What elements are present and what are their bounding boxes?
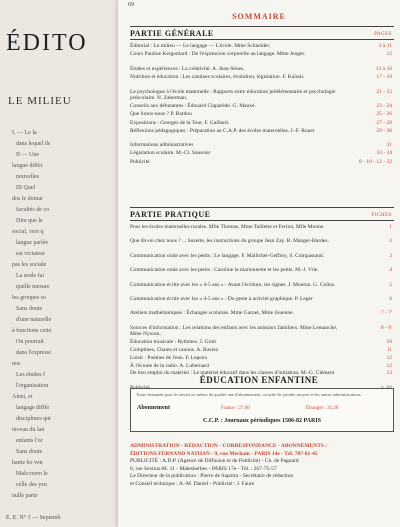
admin-block [130,443,394,488]
toc-entry-title: Ateliers mathématiques : Échanges scolaires. Mme Garnet, Mme Jouenne. [130,310,294,317]
bg-page-heading: LE MILIEU [8,95,72,107]
toc-entry [130,347,394,354]
bg-text-fragment: hante bo ven [12,460,43,466]
toc-entry-page: 4 [389,267,392,274]
fiches-column-label: FICHES [371,213,392,218]
toc-entry-page: 3 à 11 [378,43,392,49]
bg-text-fragment: Sans doute [16,449,43,455]
ccp-line: C.C.P. : Journaux périodiques 1506-82 PARIS [202,418,321,424]
admin-line: Le Directeur de la publication : Pierre de Saporta - Secrétaire de rédaction [130,473,294,479]
bg-text-fragment: I. — Le la [12,130,37,136]
admin-line: 6, rue Sextius-M. 11 - Malesherbes - PARIS 17e - Tél. : 267-75-57 [130,465,277,472]
bg-text-fragment: On pourrait [16,339,44,345]
price-france: France : 27,00 [221,406,250,411]
bg-text-fragment: langue parlée [16,240,49,246]
subscription-note: Toute demande pour le travail ou même de qualité une d'abonnement, ou utile de joindre un prix et les autres administrations. [136,392,362,397]
bg-text-fragment: est viciateur [16,251,46,257]
toc-entry-page: 25 - 26 [376,111,392,118]
bg-text-fragment: dans l'expressi [16,350,51,356]
bg-text-fragment: Les études f [16,372,45,378]
admin-line: ÉDITIONS FERNAND NATHAN - 9, rue Méchain - PARIS 14e - Tél. 707-81-45 [130,450,318,457]
toc-entry-title: Informations administratives [130,142,194,149]
bg-text-fragment: social, vers q [12,229,44,235]
toc-entry-page: 33 - 34 [376,150,392,157]
toc-entry-title: Comptines, Chants et canons. A. Raviez [130,347,219,353]
bg-text-fragment: les groupes so [12,295,46,301]
toc-entry [130,310,394,317]
bg-text-fragment: disciplines qui [16,416,51,422]
section-title-pratique: PARTIE PRATIQUE [130,210,211,219]
bg-text-fragment: enfants l'or [16,438,43,444]
toc-entry-title: Que dit-on chez nous ? ... Suzette, les instructions du groupe Jean Zay. R. Manger-Hardes. [130,238,329,245]
toc-entry-page: 17 - 18 [376,73,392,80]
toc-entry [130,296,394,303]
toc-entry-page: 29 - 30 [376,127,392,134]
bg-text-fragment: III Quel [16,185,36,191]
toc-entry [130,51,394,58]
pages-column-label: PAGES [374,32,392,37]
toc-entry [130,159,394,166]
bg-text-fragment: dans lequel ils [16,141,51,147]
bg-text-fragment: nouvelles [16,174,39,180]
bg-text-fragment: pas les sociale [12,262,47,268]
toc-entry [130,128,394,135]
toc-entry-title: Législation scolaire. M.-Cl. Saussier [130,150,211,157]
bg-text-fragment: celle des yeu [16,482,47,488]
toc-entry-title: À l'écoute de la radio. A. Lubernard [130,362,209,369]
bg-text-fragment: Ainsi, et [12,394,33,400]
toc-entry-page: 1 [389,224,392,230]
bg-page-title: ÉDITO [6,30,88,56]
toc-entry-title: Éditorial : Le milieu — Le langage — L'école. Mme Schneider. [130,43,271,49]
toc-entry-page: 13 [386,370,392,377]
toc-entry [130,267,394,274]
bg-text-fragment: d'une naturelle [16,317,52,323]
toc-entry-page: 11 [386,347,392,353]
toc-entry-title: Nutrition et éducation : Les cantines scolaires, évolution, législation. F. Kaïssis [130,73,304,80]
toc-entry-page: 13 à 16 [375,65,392,72]
toc-entry-title: Le psychologue à l'école maternelle : Rapports entre éducation préélémentaire et psychologie préscolaire. N. Zaberman. [130,88,336,102]
bg-page-footer: E. E. N° 1 — Septemb [6,515,61,521]
toc-entry [130,253,394,260]
toc-entry [130,325,394,338]
admin-line: ADMINISTRATION - RÉDACTION - CORRESPONDANCE - ABONNEMENTS : [130,443,328,449]
divider [130,220,394,221]
toc-entry [130,103,394,110]
toc-entry [130,339,394,346]
toc-entry-title: Conseils aux débutantes : Édouard Claparède. G. Mauxé. [130,103,256,110]
bg-text-fragment: quelle mesure [16,284,50,290]
bg-text-fragment: Dire que le [16,218,43,224]
toc-entry-title: Communication écrite avec les « 4-5 ans » : Du geste à activité graphique. P. Leger [130,296,313,302]
toc-entry-page: 7 - 7' [380,310,392,317]
bg-text-fragment: facultés de co [16,207,49,213]
toc-entry-title: Réflexions pédagogiques : Préparation au C.A.P. des écoles maternelles. J.-F. Rouet [130,127,315,134]
toc-entry-title: Communication orale avec les petits : Caroline la marionnette et les petits. M.-J. Vrie. [130,267,319,274]
section-title-generale: PARTIE GÉNÉRALE [130,29,214,38]
bg-text-fragment: langage différ [16,405,50,411]
toc-entry-title: Publicité [130,158,150,165]
subscription-box [130,388,394,432]
toc-entry-title: Loisir : Poèmes de l'eau. F. Lepeux [130,354,208,361]
toc-entry [130,111,394,118]
toc-entry [130,150,394,157]
toc-entry-page: 8 - 8' [380,324,392,331]
toc-entry-title: Que lirons-nous ? P. Bardou [130,111,192,118]
toc-entry [130,282,394,289]
sommaire-page [118,0,400,527]
divider [130,39,394,40]
bg-text-fragment: dos le domai [12,196,43,202]
toc-entry-page: 6 [389,296,392,302]
toc-entry [130,363,394,370]
bg-text-fragment: langue différ [12,163,43,169]
bg-text-fragment: nos [12,361,21,367]
toc-entry [130,238,394,245]
toc-entry-title: De bon emploi du matériel : Le matériel éducatif dans les classes d'initiation. M.-G. Clément [130,370,335,377]
toc-entry-page: 21 - 22 [376,88,392,95]
toc-entry-page: 31 [386,142,392,149]
toc-entry-page: 10 [386,339,392,346]
admin-line: et Conseil technique : A.-M. Daniel - Publicité : J. Faure [130,480,255,487]
toc-entry [130,89,394,102]
price-etranger: Étranger : 31,20 [306,406,339,411]
bg-text-fragment: niveau du lan [12,427,45,433]
toc-entry-page: 8 - 10 - 12 - 32 [359,158,392,165]
page-title: SOMMAIRE [232,12,286,21]
toc-entry-page: 5 [389,281,392,288]
toc-entry-title: Études et expériences : La créativité. A. Jean-Sénes. [130,65,245,72]
divider [130,207,394,208]
bg-text-fragment: II — Une [16,152,39,158]
divider [130,26,394,27]
page-number: 69 [128,2,134,8]
bg-text-fragment: nulle parte [12,493,38,499]
toc-entry-title: Cours Pauline Kergomard : De l'expression corporelle au langage. Mme Jenger. [130,51,306,58]
toc-entry-page: 12 [386,51,392,58]
toc-entry-title: Expositions : Georges de la Tour. F. Gaillard. [130,119,230,126]
toc-entry-page: 3 [389,252,392,259]
toc-entry-title: Éducation musicale : Rythmes. J. Grolr [130,339,217,346]
toc-entry-title: Sources d'information : Les relations des enfants avec les animaux familiers. Mme Lemanché, Mme Nyurau. [130,324,338,338]
admin-line: PUBLICITÉ : A.D.P. (Agence de Diffusion et de Publicité) - Ch. de Pagnard [130,458,299,464]
toc-entry-page: 12 [386,362,392,369]
enfantine-title: ÉDUCATION ENFANTINE [199,375,319,385]
toc-entry-page: 2 [389,238,392,245]
toc-entry [130,66,394,73]
toc-entry [130,224,394,231]
bg-text-fragment: Sans doute [16,306,43,312]
toc-entry-page: 27 - 28 [376,119,392,126]
bg-text-fragment: à fonctions cette [12,328,52,334]
toc-entry [130,142,394,149]
bg-text-fragment: l'organisation [16,383,49,389]
bg-text-fragment: La seule fai [16,273,44,279]
toc-entry-title: Communication orale avec les petits : Le langage. F. Mallichet-Geffroy, S. Compastand. [130,252,324,259]
toc-entry-page: 23 - 24 [376,103,392,110]
toc-entry [130,120,394,127]
toc-entry [130,74,394,81]
abonnement-label: Abonnement [137,405,171,411]
toc-entry-page: 12 [386,354,392,361]
toc-entry [130,355,394,362]
toc-entry [130,43,394,50]
toc-entry-title: Pour les écoles maternelles rurales. Mlle Thomas, Mme Taillette et Ferron, Mlle Monne. [130,224,325,230]
bg-text-fragment: Malcovern le [16,471,48,477]
toc-entry-title: Communication écrite avec les « 4-5 ans » : Avant l'écriture, les signes. J. Mouton. G. Colins. [130,281,336,288]
